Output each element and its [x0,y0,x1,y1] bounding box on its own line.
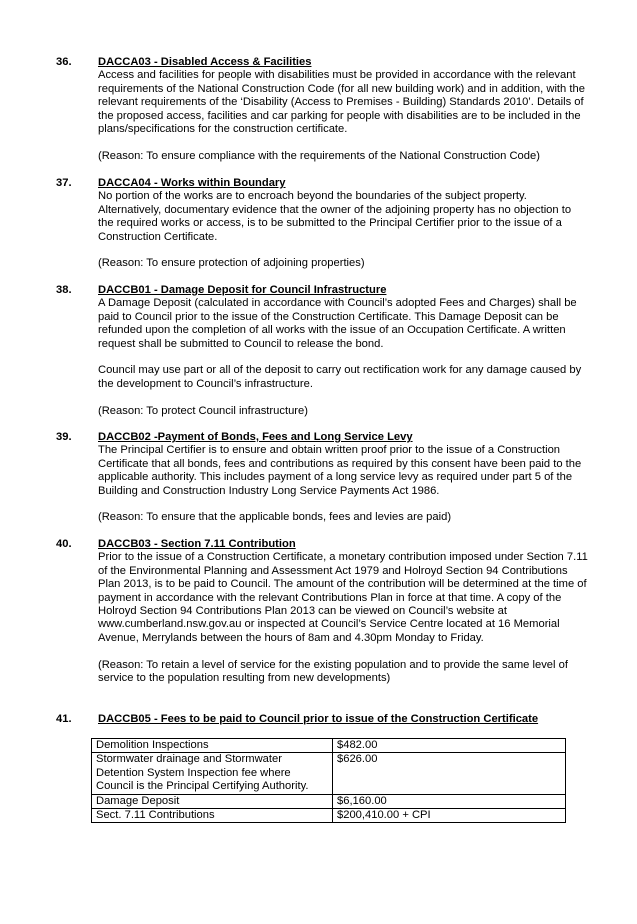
condition-title: DACCA04 - Works within Boundary [98,177,286,189]
condition-body [98,177,588,271]
condition-reason: (Reason: To ensure compliance with the requirements of the National Construction Code) [98,149,540,162]
condition-body [98,538,588,685]
condition-reason: (Reason: To ensure that the applicable bonds, fees and levies are paid) [98,511,452,524]
condition-title: DACCB03 - Section 7.11 Contribution [98,538,296,550]
condition-paragraph: The Principal Certifier is to ensure and obtain written proof prior to the issue of a Construction Certificate that all bonds, fees and contributions as required by this consent have been paid to the applicable authority. This includes payment of a long service levy as required under part 5 of the Building and Construction Industry Long Service Payments Act 1986. [98,444,582,497]
condition-title: DACCB02 -Payment of Bonds, Fees and Long Service Levy [98,431,413,443]
fee-amount: $626.00 [333,753,566,794]
condition-number: 38. [56,284,72,296]
condition-reason: (Reason: To retain a level of service for the existing population and to provide the same level of service to the population resulting from new developments) [98,658,568,685]
condition-paragraph: No portion of the works are to encroach beyond the boundaries of the subject property. Alternatively, documentary evidence that the owner of the adjoining property has no objection to the required works or access, is to be submitted to the Principal Certifier prior to the issue of a Construction Certificate. [98,190,572,243]
table-row [92,794,566,808]
fee-amount: $482.00 [333,739,566,753]
table-row [92,739,566,753]
table-row [92,809,566,823]
fee-item: Sect. 7.11 Contributions [92,809,333,823]
condition-body [98,431,588,525]
condition-reason: (Reason: To ensure protection of adjoining properties) [98,257,365,270]
fee-item: Stormwater drainage and Stormwater Detention System Inspection fee where Council is the Principal Certifying Authority. [92,753,333,794]
condition-paragraph: Prior to the issue of a Construction Certificate, a monetary contribution imposed under Section 7.11 of the Environmental Planning and Assessment Act 1979 and Holroyd Section 94 Contributions Plan 2013, is to be paid to Council. The amount of the contribution will be determined at the time of payment in accordance with the relevant Contributions Plan in force at that time. A copy of the Holroyd Section 94 Contributions Plan 2013 can be viewed on Council’s website at www.cumberland.nsw.gov.au or inspected at Council’s Service Centre located at 16 Memorial Avenue, Merrylands between the hours of 8am and 4.30pm Monday to Friday. [98,551,588,644]
condition-number: 37. [56,177,72,189]
condition-body [98,713,618,726]
condition-number: 39. [56,431,72,443]
condition-paragraph: A Damage Deposit (calculated in accordance with Council’s adopted Fees and Charges) shall be paid to Council prior to the issue of the Construction Certificate. This Damage Deposit can be refunded upon the completion of all works with the issue of an Occupation Certificate. A written request shall be submitted to Council to release the bond. [98,297,577,350]
fee-item: Damage Deposit [92,794,333,808]
condition-title: DACCB05 - Fees to be paid to Council prior to issue of the Construction Certificate [98,713,539,725]
fee-amount: $6,160.00 [333,794,566,808]
condition-title: DACCA03 - Disabled Access & Facilities [98,56,312,68]
condition-paragraph: Access and facilities for people with disabilities must be provided in accordance with the relevant requirements of the National Construction Code (for all new building work) and in addition, with the relevant requirements of the ‘Disability (Access to Premises - Building) Standards 2010’. Details of the proposed access, facilities and car parking for people with disabilities are to be included in the plans/specifications for the construction certificate. [98,69,585,136]
condition-number: 36. [56,56,72,68]
fee-amount: $200,410.00 + CPI [333,809,566,823]
condition-body [98,284,588,418]
fees-table [91,738,566,823]
condition-body [98,56,588,163]
condition-title: DACCB01 - Damage Deposit for Council Infrastructure [98,284,387,296]
condition-paragraph: Council may use part or all of the deposit to carry out rectification work for any damage caused by the development to Council’s infrastructure. [98,364,582,390]
table-row [92,753,566,794]
condition-number: 41. [56,713,72,725]
condition-reason: (Reason: To protect Council infrastructure) [98,404,308,417]
fee-item: Demolition Inspections [92,739,333,753]
condition-number: 40. [56,538,72,550]
